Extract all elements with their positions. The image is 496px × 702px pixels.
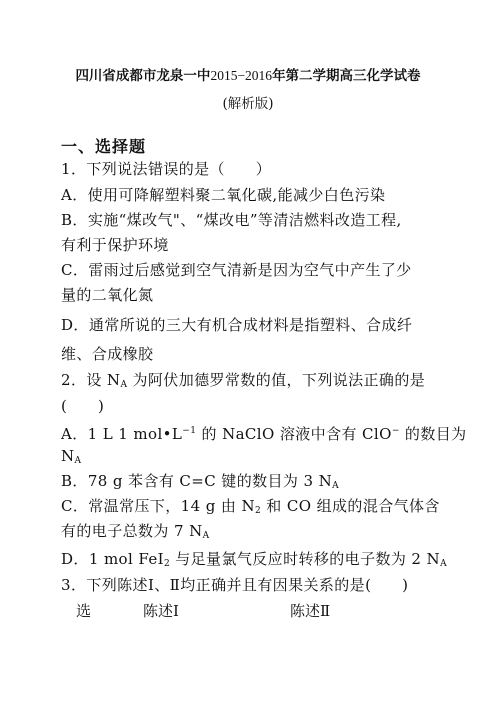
q2-b-text: B．78 g 苯含有 C=C 键的数目为 3 N [61, 472, 333, 490]
page-title [0, 64, 496, 84]
title-part-a: 四川省成都市龙泉一中 [75, 68, 211, 83]
q2-a-sup2: − [391, 426, 400, 436]
q2-c2-text: 有的电子总数为 7 N [61, 522, 203, 540]
q1-option-a: A．使用可降解塑料聚二氧化碳,能减少白色污染 [61, 186, 386, 204]
q2-option-a [61, 422, 467, 443]
title-years: 2015−2016 [210, 68, 273, 83]
q1-option-c: C．雷雨过后感觉到空气清新是因为空气中产生了少 [61, 261, 412, 279]
q2-a2-text: N [61, 447, 75, 465]
q2-c-part1: C．常温常压下，14 g 由 N [61, 497, 255, 515]
q1-option-b-cont: 有利于保护环境 [61, 236, 169, 254]
q1-option-c-cont: 量的二氧化氮 [61, 286, 154, 304]
q2-d-sub2: A [440, 559, 447, 569]
q1-option-d: D．通常所说的三大有机合成材料是指塑料、合成纤 [61, 316, 413, 334]
q2-d-sub1: 2 [163, 559, 171, 569]
q2-a-part1: A．1 L 1 mol•L [61, 425, 183, 443]
q1-option-b: B．实施“煤改气"、“煤改电”等清洁燃料改造工程, [61, 211, 402, 229]
q2-stem-a: 2．设 N [61, 371, 121, 389]
section-heading: 一、选择题 [61, 137, 147, 156]
table-header-statement-1: 陈述Ⅰ [143, 602, 179, 620]
q2-d-part2: 与足量氯气反应时转移的电子数为 2 N [170, 550, 441, 568]
q1-stem: 1．下列说法错误的是（ ） [61, 160, 272, 178]
q2-c-part2: 和 CO 组成的混合气体含 [261, 497, 440, 515]
q2-b-sub: A [332, 481, 340, 491]
table-header-statement-2: 陈述Ⅱ [290, 602, 331, 620]
q2-c2-sub: A [202, 531, 210, 541]
q2-option-d [61, 550, 447, 573]
q2-stem-sub: A [120, 380, 128, 390]
title-part-b: 年第二学期高三化学试卷 [272, 68, 421, 83]
q2-option-a-cont [61, 447, 81, 470]
q2-stem-cont: ( ) [61, 397, 105, 415]
q2-d-part1: D．1 mol FeI [61, 550, 164, 568]
q2-a2-sub: A [74, 456, 82, 466]
q2-option-c [61, 497, 440, 520]
q2-a-sup1: −1 [182, 426, 197, 436]
page-subtitle: (解析版) [222, 96, 274, 112]
q2-option-c-cont [61, 522, 210, 545]
q3-stem: 3．下列陈述Ⅰ、Ⅱ均正确并且有因果关系的是( ) [61, 576, 409, 594]
q2-a-part3: 的数目为 [399, 425, 467, 443]
table-header-option: 选 [76, 602, 92, 620]
q2-option-b [61, 472, 339, 495]
q2-c-sub: 2 [255, 506, 262, 516]
q2-a-part2: 的 NaClO 溶液中含有 ClO [196, 425, 392, 443]
q2-stem-b: 为阿伏加德罗常数的值，下列说法正确的是 [127, 371, 426, 389]
q2-stem [61, 371, 425, 394]
q1-option-d-cont: 维、合成橡胶 [61, 345, 154, 363]
